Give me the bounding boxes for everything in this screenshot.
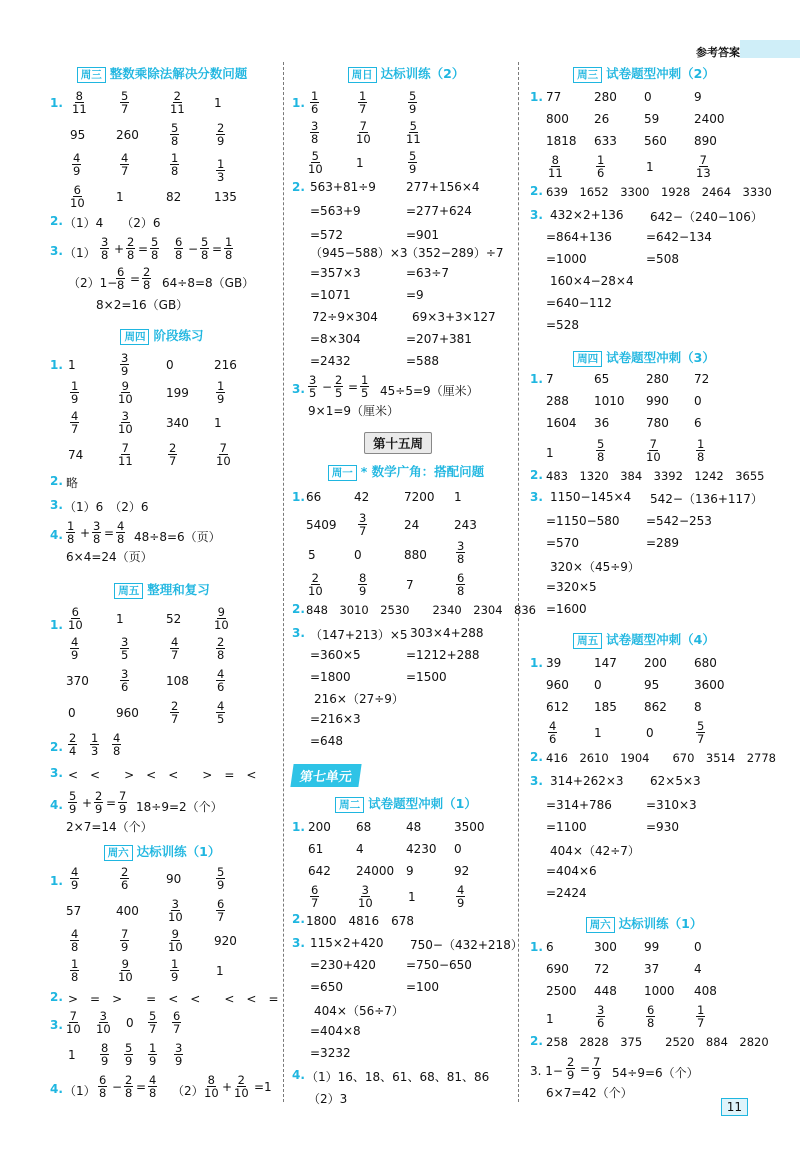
question-number: 1. (530, 372, 543, 386)
fraction: $\frac{2}{11}$ (170, 89, 185, 116)
answer: 199 (166, 386, 189, 400)
answer: 185 (594, 700, 617, 714)
expr: （945−588）×3 (310, 246, 408, 260)
header-bar (740, 40, 800, 58)
answer: 1 (546, 1012, 554, 1026)
answer: 642 (308, 864, 331, 878)
expr: =901 (406, 228, 439, 242)
expr: 404×（56÷7） (314, 1004, 404, 1018)
question-number: 1. (530, 656, 543, 670)
answer-line: 64÷8=8（GB） (162, 276, 255, 290)
answer: 5 (308, 548, 316, 562)
answer-line: （1）16、18、61、68、81、86 (306, 1070, 490, 1084)
answer: 82 (166, 190, 182, 204)
answer-line: 258 2828 375 2520 884 2820 (546, 1035, 769, 1049)
expr: =588 (406, 354, 439, 368)
section-heading (42, 326, 282, 345)
question-number: 3. (530, 490, 543, 504)
expr: 542−（136+117） (650, 492, 763, 506)
expr: =9 (406, 288, 424, 302)
section-heading (286, 64, 526, 83)
section-heading (286, 794, 526, 813)
day-tag: 周六 (586, 917, 615, 933)
section-title: 整理和复习 (147, 582, 210, 597)
expr: =3232 (310, 1046, 351, 1060)
question-number: 3. (50, 1018, 63, 1032)
answer: 1 (116, 190, 124, 204)
question-number: 1. (50, 874, 63, 888)
section-title: 达标训练（2） (380, 66, 465, 81)
day-tag: 周四 (120, 329, 149, 345)
answer: 1 (594, 726, 602, 740)
answer: 37 (644, 962, 660, 976)
expr: =930 (646, 820, 679, 834)
section-title: 达标训练（1） (136, 844, 221, 859)
question-number: 3. (50, 766, 63, 780)
unit-banner: 第七单元 (290, 764, 361, 787)
answer: 95 (644, 678, 660, 692)
expr: =2424 (546, 886, 587, 900)
answer: 300 (594, 940, 617, 954)
expr: =8×304 (310, 332, 361, 346)
fraction: $\frac{2}{9}$ (217, 121, 225, 148)
fraction: $\frac{5}{8}$ (171, 121, 179, 148)
answer: 4230 (406, 842, 437, 856)
expr: 320×（45÷9） (550, 560, 640, 574)
section-title: 整数乘除法解决分数问题 (109, 66, 248, 81)
answer: 633 (594, 134, 617, 148)
answer: 1 (356, 156, 364, 170)
answer: 200 (644, 656, 667, 670)
expr: 216×（27÷9） (314, 692, 404, 706)
answer: 147 (594, 656, 617, 670)
answer-line: 8×2=16（GB） (96, 298, 189, 312)
answer: 7 (546, 372, 554, 386)
answer: 26 (594, 112, 610, 126)
expr: =216×3 (310, 712, 361, 726)
expr: 9×1=9（厘米） (308, 404, 400, 418)
question-number: 4. (50, 528, 63, 542)
section-title: 试卷题型冲刺（1） (368, 796, 477, 811)
answer: 1 (646, 160, 654, 174)
section-title: 试卷题型冲刺（3） (606, 350, 715, 365)
question-number: 1. (50, 96, 63, 110)
expr: =310×3 (646, 798, 697, 812)
answer: 72 (694, 372, 710, 386)
header-label: 参考答案 (696, 46, 740, 59)
answer-line: 48÷8=6（页） (134, 530, 221, 544)
day-tag: 周一 (328, 465, 357, 481)
question-number: 2. (50, 740, 63, 754)
answer: 780 (646, 416, 669, 430)
answer: 57 (66, 904, 82, 918)
question-number: 3. (292, 936, 305, 950)
expr: =750−650 (406, 958, 472, 972)
answer-line: 18÷9=2（个） (136, 800, 223, 814)
answer: 5409 (306, 518, 337, 532)
fraction: $\frac{1}{8}$ (171, 151, 179, 178)
question-number: 1. (50, 618, 63, 632)
day-tag: 周日 (348, 67, 377, 83)
answer: 4 (356, 842, 364, 856)
answer: 0 (354, 548, 362, 562)
expr: 303×4+288 (410, 626, 484, 640)
expr: =1071 (310, 288, 351, 302)
expr: =1150−580 (546, 514, 620, 528)
answer: 1 (116, 612, 124, 626)
answer: 72 (594, 962, 610, 976)
expr: =508 (646, 252, 679, 266)
answer-line: （2）1− (68, 276, 118, 290)
expr: =572 (310, 228, 343, 242)
answer: 612 (546, 700, 569, 714)
answer: 77 (546, 90, 562, 104)
answer-line: 54÷9=6（个） (612, 1066, 699, 1080)
expr: =230+420 (310, 958, 376, 972)
answer: 1 (408, 890, 416, 904)
answer-line: （1） (64, 1084, 96, 1098)
expr: =289 (646, 536, 679, 550)
answer: 1010 (594, 394, 625, 408)
answer: 243 (454, 518, 477, 532)
answer-line: （2） (172, 1084, 204, 1098)
answer: 288 (546, 394, 569, 408)
answer: 280 (594, 90, 617, 104)
expr: =650 (310, 980, 343, 994)
answer: 99 (644, 940, 660, 954)
expr: =2432 (310, 354, 351, 368)
answer: 200 (308, 820, 331, 834)
question-number: 4. (292, 1068, 305, 1082)
question-number: 3. (530, 774, 543, 788)
section-title: * 数学广角：搭配问题 (360, 464, 485, 479)
answer: 960 (546, 678, 569, 692)
question-number: 1. (292, 820, 305, 834)
answer: 260 (116, 128, 139, 142)
answer: 68 (356, 820, 372, 834)
answer: 880 (404, 548, 427, 562)
question-number: 1. (292, 96, 305, 110)
answer: 0 (644, 90, 652, 104)
answer: 448 (594, 984, 617, 998)
answer: 2400 (694, 112, 725, 126)
answer-line: 3. 1− (530, 1064, 563, 1078)
question-number: 2. (530, 750, 543, 764)
expr: 45÷5=9（厘米） (380, 384, 479, 398)
day-tag: 周二 (335, 797, 364, 813)
answer: 3500 (454, 820, 485, 834)
expr: =528 (546, 318, 579, 332)
answer: 862 (644, 700, 667, 714)
expr: 642−（240−106） (650, 210, 763, 224)
answer: 52 (166, 612, 182, 626)
expr: 69×3+3×127 (412, 310, 496, 324)
answer: 0 (126, 1016, 134, 1030)
answer: 1 (216, 964, 224, 978)
expr: 563+81÷9 (310, 180, 376, 194)
answer: 7200 (404, 490, 435, 504)
expr: =648 (310, 734, 343, 748)
section-heading (524, 630, 764, 649)
fraction: $\frac{1}{3}$ (217, 157, 225, 184)
answer: 66 (306, 490, 322, 504)
answer-line: 416 2610 1904 670 3514 2778 (546, 751, 776, 765)
expr: =207+381 (406, 332, 472, 346)
answer: 370 (66, 674, 89, 688)
answer: 74 (68, 448, 84, 462)
answer: 6 (694, 416, 702, 430)
answer: 90 (166, 872, 182, 886)
answer-line: 6×4=24（页） (66, 550, 153, 564)
answer-line: 6×7=42（个） (546, 1086, 633, 1100)
expr: =63÷7 (406, 266, 450, 280)
answer: 39 (546, 656, 562, 670)
answer-line: 483 1320 384 3392 1242 3655 (546, 469, 765, 483)
day-tag: 周五 (573, 633, 602, 649)
question-number: 2. (292, 180, 305, 194)
question-number: 3. (50, 244, 63, 258)
section-title: 试卷题型冲刺（4） (606, 632, 715, 647)
expr: =100 (406, 980, 439, 994)
expr: =1212+288 (406, 648, 480, 662)
expr: =320×5 (546, 580, 597, 594)
question-number: 2. (292, 602, 305, 616)
expr: 404×（42÷7） (550, 844, 640, 858)
answer-line: 2×7=14（个） (66, 820, 153, 834)
answer: 0 (694, 940, 702, 954)
answer: 1 (68, 358, 76, 372)
answer-line: （1）6 （2）6 (64, 500, 149, 514)
question-number: 1. (50, 358, 63, 372)
answer: 0 (166, 358, 174, 372)
expr: =542−253 (646, 514, 712, 528)
page-number: 11 (721, 1098, 748, 1116)
expr: 277+156×4 (406, 180, 480, 194)
answer: 2500 (546, 984, 577, 998)
expr: =360×5 (310, 648, 361, 662)
expr: =640−112 (546, 296, 612, 310)
answer-line: < < > < < > = < (68, 768, 257, 782)
expr: =642−134 (646, 230, 712, 244)
answer: 61 (308, 842, 324, 856)
answer: 960 (116, 706, 139, 720)
answer-header (660, 0, 800, 59)
question-number: 3. (530, 208, 543, 222)
answer: 400 (116, 904, 139, 918)
answer: 560 (644, 134, 667, 148)
expr: 115×2+420 (310, 936, 384, 950)
answer: 408 (694, 984, 717, 998)
section-title: 达标训练（1） (618, 916, 703, 931)
fraction: $\frac{4}{9}$ (73, 151, 81, 178)
answer: 0 (68, 706, 76, 720)
expr: =1500 (406, 670, 447, 684)
answer: 8 (694, 700, 702, 714)
question-number: 2. (530, 1034, 543, 1048)
answer: 280 (646, 372, 669, 386)
expr: =404×6 (546, 864, 597, 878)
answer: 890 (694, 134, 717, 148)
expr: =563+9 (310, 204, 361, 218)
answer: 800 (546, 112, 569, 126)
week-heading: 第十五周 (364, 432, 432, 454)
day-tag: 周五 (114, 583, 143, 599)
question-number: 2. (530, 184, 543, 198)
expr: =277+624 (406, 204, 472, 218)
answer: 680 (694, 656, 717, 670)
answer: 0 (694, 394, 702, 408)
answer: 1604 (546, 416, 577, 430)
answer-line: 1800 4816 678 (306, 914, 414, 928)
section-heading (42, 580, 282, 599)
expr: =570 (546, 536, 579, 550)
section-heading (42, 64, 282, 83)
answer-line: （1）4 （2）6 (64, 216, 161, 230)
answer: 1 (546, 446, 554, 460)
answer: 1 (214, 416, 222, 430)
expr: =864+136 (546, 230, 612, 244)
section-heading (286, 462, 526, 481)
answer: 108 (166, 674, 189, 688)
expr: =1000 (546, 252, 587, 266)
section-heading (524, 64, 764, 83)
question-number: 2. (50, 214, 63, 228)
answer: 1000 (644, 984, 675, 998)
answer: 690 (546, 962, 569, 976)
answer: 65 (594, 372, 610, 386)
question-number: 4. (50, 1082, 63, 1096)
answer: 1 (214, 96, 222, 110)
answer: 340 (166, 416, 189, 430)
question-number: 1. (530, 90, 543, 104)
day-tag: 周四 (573, 351, 602, 367)
fraction: $\frac{6}{10}$ (70, 183, 85, 210)
expr: 314+262×3 (550, 774, 624, 788)
expr: 72÷9×304 (312, 310, 378, 324)
answer: 0 (646, 726, 654, 740)
day-tag: 周三 (573, 67, 602, 83)
expr: 750−（432+218） (410, 938, 523, 952)
answer: 6 (546, 940, 554, 954)
answer-line: 848 3010 2530 2340 2304 836 (306, 603, 536, 617)
answer: 7 (406, 578, 414, 592)
answer: 24000 (356, 864, 395, 878)
expr: （352−289）÷7 (406, 246, 504, 260)
answer-line: 略 (66, 476, 79, 490)
fraction: $\frac{4}{7}$ (121, 151, 129, 178)
answer: 216 (214, 358, 237, 372)
answer: 1 (68, 1048, 76, 1062)
question-number: 3. (292, 382, 305, 396)
column-divider (283, 62, 284, 1102)
answer: 9 (694, 90, 702, 104)
section-title: 试卷题型冲刺（2） (606, 66, 715, 81)
answer: 4 (694, 962, 702, 976)
fraction: $\frac{8}{11}$ (72, 89, 87, 116)
answer: 990 (646, 394, 669, 408)
answer-line: （1） (64, 246, 96, 260)
answer: 24 (404, 518, 420, 532)
question-number: 2. (292, 912, 305, 926)
expr: =1600 (546, 602, 587, 616)
section-heading (524, 914, 764, 933)
answer: 1818 (546, 134, 577, 148)
answer: 9 (406, 864, 414, 878)
expr: 62×5×3 (650, 774, 701, 788)
section-heading (42, 842, 282, 861)
question-number: 3. (292, 626, 305, 640)
section-heading (524, 348, 764, 367)
question-number: 1. (530, 940, 543, 954)
expr: =314+786 (546, 798, 612, 812)
answer: 59 (644, 112, 660, 126)
expr: =1100 (546, 820, 587, 834)
expr: =1800 (310, 670, 351, 684)
answer: 48 (406, 820, 422, 834)
answer: 95 (70, 128, 86, 142)
expr: （147+213）×5 (310, 628, 408, 642)
question-number: 1. (292, 490, 305, 504)
day-tag: 周三 (77, 67, 106, 83)
day-tag: 周六 (104, 845, 133, 861)
fraction: $\frac{5}{7}$ (121, 89, 129, 116)
expr: 432×2+136 (550, 208, 624, 222)
answer: 36 (594, 416, 610, 430)
expr: =404×8 (310, 1024, 361, 1038)
answer: 1 (454, 490, 462, 504)
expr: =357×3 (310, 266, 361, 280)
answer: 920 (214, 934, 237, 948)
question-number: 2. (50, 990, 63, 1004)
question-number: 4. (50, 798, 63, 812)
answer: 3600 (694, 678, 725, 692)
answer: 92 (454, 864, 470, 878)
answer: 0 (454, 842, 462, 856)
answer-line: （2）3 (308, 1092, 348, 1106)
expr: 160×4−28×4 (550, 274, 634, 288)
answer-line: 639 1652 3300 1928 2464 3330 (546, 185, 772, 199)
answer: 42 (354, 490, 370, 504)
answer: 0 (594, 678, 602, 692)
section-title: 阶段练习 (153, 328, 204, 343)
expr: 1150−145×4 (550, 490, 632, 504)
answer: 135 (214, 190, 237, 204)
answer-line: > = > = < < < < = (68, 992, 279, 1006)
question-number: 2. (50, 474, 63, 488)
question-number: 2. (530, 468, 543, 482)
question-number: 3. (50, 498, 63, 512)
